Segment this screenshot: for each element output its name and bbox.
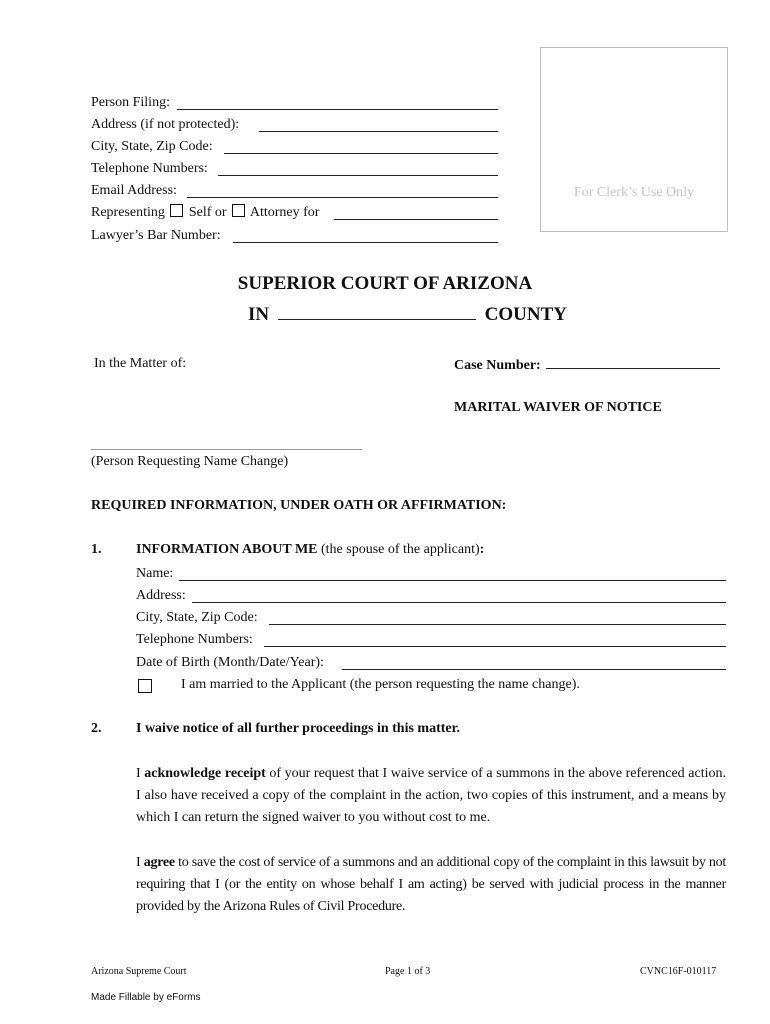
spouse-city-field[interactable] [136, 608, 726, 628]
attorney-checkbox[interactable] [232, 204, 245, 217]
city-state-zip-field[interactable] [91, 137, 213, 157]
section-1-heading-bold: INFORMATION ABOUT ME [136, 542, 318, 557]
case-number-line[interactable] [546, 356, 720, 369]
p2-bold: agree [143, 855, 175, 870]
spouse-dob-line[interactable] [342, 657, 726, 670]
p2-start: I [136, 855, 144, 870]
spouse-address-label: Address: [136, 588, 186, 603]
spouse-name-field[interactable] [136, 564, 726, 584]
section-1-heading [136, 542, 484, 558]
city-state-zip-label: City, State, Zip Code: [91, 139, 213, 154]
court-title: SUPERIOR COURT OF ARIZONA [237, 273, 533, 294]
telephone-label: Telephone Numbers: [91, 161, 208, 176]
applicant-name-line[interactable] [91, 449, 362, 450]
bar-number-line[interactable] [233, 230, 498, 243]
p2-rest: to save the cost of service of a summons and an additional copy of the complaint in this lawsuit by not requiring that I (or the entity on whose behalf I am acting) be served with judicial process in the manner provided by the Arizona Rules of Civil Procedure. [136, 855, 727, 914]
self-label: Self or [188, 205, 227, 220]
address-line[interactable] [259, 119, 498, 132]
case-number-label: Case Number: [454, 358, 541, 373]
telephone-field[interactable] [91, 159, 208, 179]
spouse-telephone-field[interactable] [136, 630, 726, 650]
county-line[interactable] [278, 303, 476, 320]
in-label: IN [248, 304, 270, 325]
p1-start: I [136, 766, 145, 781]
p1-bold: acknowledge receipt [144, 766, 266, 781]
email-label: Email Address: [91, 183, 177, 198]
email-line[interactable] [187, 185, 498, 198]
footer-left: Arizona Supreme Court [91, 966, 187, 977]
spouse-dob-field[interactable] [136, 653, 726, 673]
p1-rest: of your request that I waive service of a summons in the above referenced action. I also have received a copy of the complaint in the action, two copies of this instrument, and a means by which I can return the signed waiver to you without cost to me. [136, 766, 726, 825]
spouse-dob-label: Date of Birth (Month/Date/Year): [136, 655, 324, 670]
made-fillable-label: Made Fillable by eForms [91, 992, 201, 1003]
telephone-line[interactable] [218, 163, 498, 176]
address-label: Address (if not protected): [91, 117, 240, 132]
acknowledge-paragraph [136, 763, 726, 829]
case-number-field[interactable] [454, 356, 720, 374]
attorney-for-label: Attorney for [249, 205, 320, 220]
spouse-city-line[interactable] [269, 612, 726, 625]
document-title: MARITAL WAIVER OF NOTICE [454, 400, 662, 415]
county-line-row [248, 303, 567, 326]
spouse-telephone-line[interactable] [264, 634, 726, 647]
person-requesting-label: (Person Requesting Name Change) [91, 454, 289, 469]
section-1-number: 1. [91, 542, 102, 557]
married-checkbox-row [138, 679, 152, 697]
attorney-for-line[interactable] [334, 207, 498, 220]
self-checkbox[interactable] [170, 204, 183, 217]
section-2-heading: I waive notice of all further proceedings in this matter. [136, 721, 461, 736]
spouse-city-label: City, State, Zip Code: [136, 610, 258, 625]
person-filing-field[interactable] [91, 93, 170, 113]
representing-label: Representing [91, 205, 165, 220]
footer-page: Page 1 of 3 [385, 966, 431, 977]
in-the-matter-of: In the Matter of: [94, 356, 187, 371]
spouse-address-line[interactable] [192, 590, 726, 603]
married-checkbox[interactable] [138, 679, 152, 693]
spouse-name-label: Name: [136, 566, 174, 581]
address-field[interactable] [91, 115, 239, 135]
spouse-telephone-label: Telephone Numbers: [136, 632, 253, 647]
bar-number-label: Lawyer’s Bar Number: [91, 228, 221, 243]
spouse-name-line[interactable] [179, 568, 726, 581]
section-1-heading-colon: : [479, 542, 485, 557]
section-2-number: 2. [91, 721, 102, 736]
bar-number-field[interactable] [91, 226, 221, 246]
footer-form-code: CVNC16F-010117 [640, 966, 717, 977]
required-info-heading: REQUIRED INFORMATION, UNDER OATH OR AFFIRMATION: [91, 498, 507, 513]
agree-paragraph [136, 852, 726, 918]
email-field[interactable] [91, 181, 177, 201]
clerk-use-box [540, 47, 728, 232]
married-statement: I am married to the Applicant (the person requesting the name change). [181, 677, 580, 692]
county-label: COUNTY [484, 304, 567, 325]
person-filing-line[interactable] [177, 97, 498, 110]
section-1-heading-rest: (the spouse of the applicant) [317, 542, 480, 557]
clerk-use-label: For Clerk’s Use Only [573, 185, 695, 200]
spouse-address-field[interactable] [136, 586, 726, 606]
city-state-zip-line[interactable] [224, 141, 498, 154]
person-filing-label: Person Filing: [91, 95, 170, 110]
representing-field [91, 203, 319, 223]
